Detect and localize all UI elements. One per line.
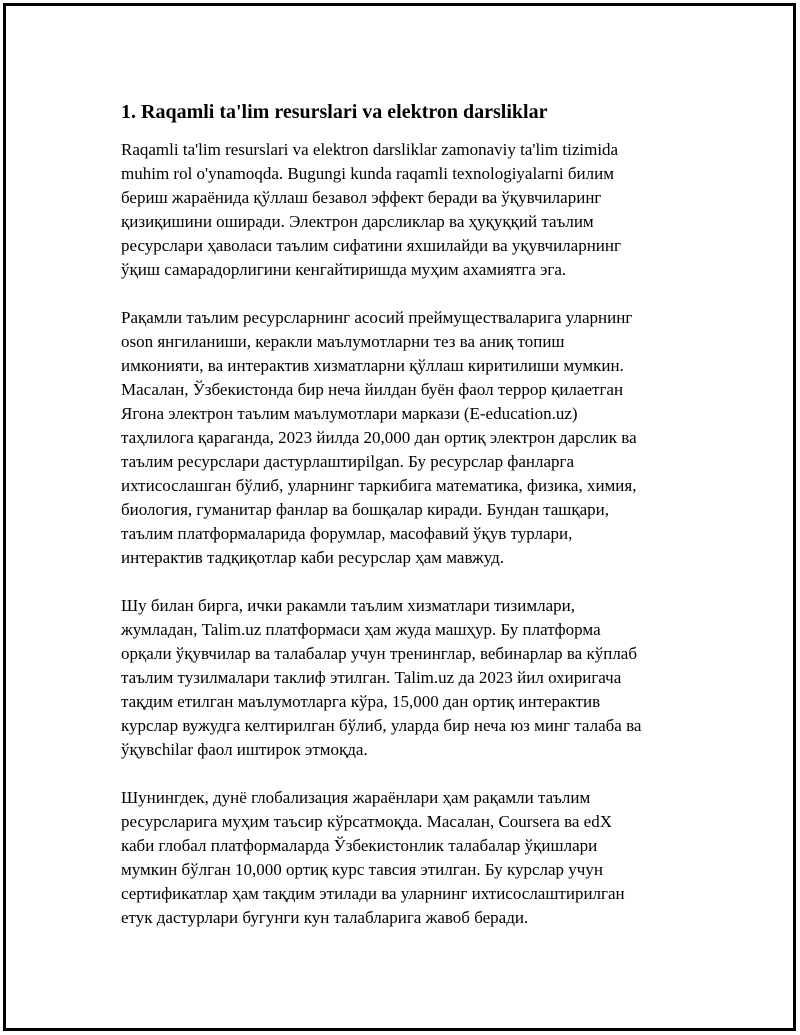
text-line: таълим ресурслари дастурлаштирilgan. Бу ресурслар фанларга (121, 452, 575, 471)
text-line: Raqamli ta'lim resurslari va elektron darsliklar zamonaviy ta'lim tizimida (121, 140, 619, 159)
text-line: ўқиш самарадорлигини кенгайтиришда муҳим ахамиятга эга. (121, 260, 567, 279)
text-line: ресурслари ҳаволаси таълим сифатини яхшилайди ва уқувчиларнинг (121, 236, 621, 255)
text-line: қизиқишини оширади. Электрон дарсликлар ва ҳуқуққий таълим (121, 212, 594, 231)
text-line: биология, гуманитар фанлар ва бошқалар киради. Бундан ташқари, (121, 500, 610, 519)
text-line: ўқувchilar фаол иштирок этмоқда. (121, 740, 368, 759)
text-line: тақдим етилган маълумотларга кўра, 15,000 дан ортиқ интерактив (121, 692, 601, 711)
text-line: каби глобал платформаларда Ўзбекистонлик талабалар ўқишлари (121, 836, 598, 855)
page-frame (3, 3, 796, 1031)
text-line: сертификатлар ҳам тақдим этилади ва уларнинг ихтисослаштирилган (121, 884, 625, 903)
text-line: таҳлилога қараганда, 2023 йилда 20,000 дан ортиқ электрон дарслик ва (121, 428, 637, 447)
document-body (121, 98, 701, 954)
text-line: имконияти, ва интерактив хизматларни қўллаш киритилиши мумкин. (121, 356, 624, 375)
text-line: бериш жараёнида қўллаш безавол эффект беради ва ўқувчиларинг (121, 188, 602, 207)
text-line: Ягона электрон таълим маълумотлари маркази (E-education.uz) (121, 404, 578, 423)
text-line: етук дастурлари бугунги кун талабларига жавоб беради. (121, 908, 529, 927)
text-line: oson янгиланиши, керакли маълумотларни тез ва аниқ топиш (121, 332, 565, 351)
text-line: орқали ўқувчилар ва талабалар учун тренинглар, вебинарлар ва кўплаб (121, 644, 637, 663)
text-line: интерактив тадқиқотлар каби ресурслар ҳам мавжуд. (121, 548, 505, 567)
text-line: muhim rol o'ynamoqda. Bugungi kunda raqamli texnologiyalarni билим (121, 164, 614, 183)
text-line: курслар вужудга келтирилган бўлиб, уларда бир неча юз минг талаба ва (121, 716, 642, 735)
text-line: мумкин бўлган 10,000 ортиқ курс тавсия этилган. Бу курслар учун (121, 860, 603, 879)
text-line: Шу билан бирга, ички ракамли таълим хизматлари тизимлари, (121, 596, 575, 615)
paragraph-2 (121, 306, 701, 570)
text-line: таълим тузилмалари таклиф этилган. Talim.uz да 2023 йил охиригача (121, 668, 622, 687)
text-line: Рақамли таълим ресурсларнинг асосий преймуществаларига уларнинг (121, 308, 633, 327)
text-line: ихтисослашган бўлиб, уларнинг таркибига математика, физика, химия, (121, 476, 637, 495)
text-line: Масалан, Ўзбекистонда бир неча йилдан буён фаол террор қилаетган (121, 380, 624, 399)
text-line: жумладан, Talim.uz платформаси ҳам жуда машҳур. Бу платформа (121, 620, 601, 639)
paragraph-4 (121, 786, 701, 930)
paragraph-3 (121, 594, 701, 762)
paragraph-1 (121, 138, 701, 282)
text-line: ресурсларига муҳим таъсир кўрсатмоқда. Масалан, Coursera ва edX (121, 812, 612, 831)
text-line: Шунингдек, дунё глобализация жараёнлари ҳам рақамли таълим (121, 788, 591, 807)
text-line: таълим платформаларида форумлар, масофавий ўқув турлари, (121, 524, 573, 543)
section-heading: 1. Raqamli ta'lim resurslari va elektron darsliklar (121, 101, 548, 123)
